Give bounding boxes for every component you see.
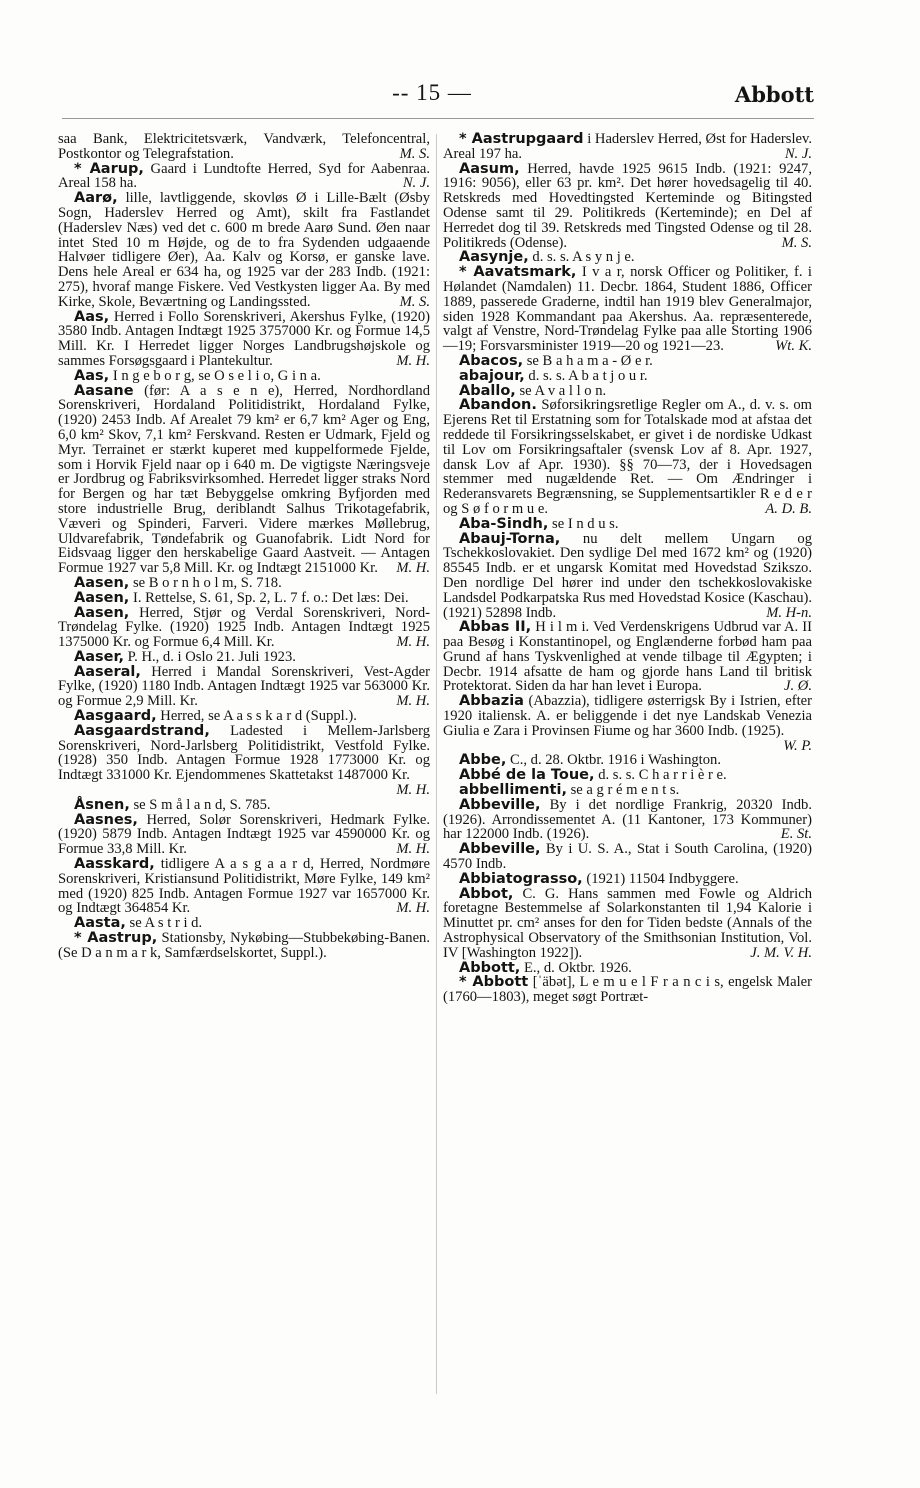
entry-headword: Aasen,	[74, 604, 130, 621]
dictionary-entry	[443, 162, 812, 251]
author-signature: Wt. K.	[775, 338, 812, 355]
entry-text: [ˈäbət], L e m u e l F r a n c i s, engelsk Maler (1760—1803), meget søgt Portræt-	[443, 974, 813, 1006]
left-column	[58, 132, 430, 961]
entry-text: d. s. s. A b a t j o u r.	[528, 367, 648, 384]
author-signature: W. P.	[783, 737, 812, 754]
dictionary-entry	[443, 620, 812, 694]
dictionary-entry	[443, 517, 812, 532]
entry-headword: Aaser,	[74, 648, 124, 665]
entry-text: E., d. Oktbr. 1926.	[523, 959, 632, 976]
author-signature: M. H.	[396, 900, 430, 917]
entry-text: Stationsby, Nykøbing—Stubbekøbing-Banen. (Se D a n m a r k, Samfærdselskortet, Suppl.).	[58, 930, 430, 961]
entry-text: Gaard i Lundtofte Herred, Syd for Aabenraa. Areal 158 ha.	[58, 160, 430, 192]
dictionary-entry	[58, 916, 430, 931]
dictionary-entry	[443, 132, 812, 162]
entry-text: I v a r, norsk Officer og Politiker, f. i Hølandet (Namdalen) 11. Decbr. 1864, Student 1886, Officer 1889, passerede Graderne, indtil han 1919 blev Generalmajor, siden 1928 Kommandant paa Akershus. Aa. repræsenterede, valgt af Venstre, Nord-Trøndelag Fylke paa alle Storting 1906—19; Forsvarsminister 1919—20 og 1921—23.	[443, 264, 812, 355]
entry-text: i Haderslev Herred, Øst for Haderslev. Areal 197 ha.	[443, 131, 812, 162]
entry-headword: Åsnen,	[74, 796, 130, 813]
dictionary-entry	[58, 576, 430, 591]
entry-headword: Aasta,	[74, 915, 126, 932]
entry-text: se A v a l l o n.	[519, 382, 607, 399]
dictionary-entry	[58, 310, 430, 369]
entry-text: By i U. S. A., Stat i South Carolina, (1920) 4570 Indb.	[443, 841, 813, 873]
entry-text: Herred, havde 1925 9615 Indb. (1921: 9247, 1916: 9056), eller 63 pr. km². Det hører hovedsagelig til 40. Retskreds med Hovedtingsted Kerteminde og Bitingsted Odense samt til 29. Politikreds (Kerteminde); en Del af Herredet dog til 39. Retskreds med Tingsted Odense og til 28. Politikreds (Odense).	[443, 160, 812, 251]
entry-headword: * Abbott	[459, 974, 529, 991]
entry-headword: Abandon.	[459, 397, 537, 414]
dictionary-entry	[443, 783, 812, 798]
entry-headword: Abbeville,	[459, 796, 541, 813]
entry-text: Herred, Solør Sorenskriveri, Hedmark Fylke. (1920) 5879 Indb. Antagen Indtægt 1925 var 4590000 Kr. og Formue 33,8 Mill. Kr.	[58, 811, 430, 858]
dictionary-entry	[58, 813, 430, 857]
dictionary-entry	[58, 724, 430, 798]
entry-headword: Aasen,	[74, 589, 130, 606]
entry-headword: Aasnes,	[74, 811, 138, 828]
page-number: -- 15 —	[392, 80, 472, 105]
dictionary-entry	[443, 753, 812, 768]
page-header	[62, 78, 814, 114]
entry-text: Herred, Stjør og Verdal Sorenskriveri, Nord-Trøndelag Fylke. (1920) 1925 Indb. Antagen Indtægt 1925 1375000 Kr. og Formue 6,4 Mill. Kr.	[58, 604, 430, 651]
entry-headword: Abbazia	[459, 693, 524, 710]
entry-text: I. Rettelse, S. 61, Sp. 2, L. 7 f. o.: Det læs: Dei.	[132, 589, 409, 606]
dictionary-entry	[58, 857, 430, 916]
entry-text: se S m å l a n d, S. 785.	[133, 796, 271, 813]
entry-headword: Abbas II,	[459, 619, 532, 636]
dictionary-entry	[58, 591, 430, 606]
entry-text: se A s t r i d.	[129, 915, 203, 932]
entry-text: Herred, se A a s s k a r d (Suppl.).	[160, 708, 357, 725]
dictionary-entry	[58, 709, 430, 724]
entry-headword: Abacos,	[459, 352, 524, 369]
dictionary-entry	[58, 162, 430, 192]
author-signature: M. H.	[396, 693, 430, 710]
author-signature: N. J.	[784, 145, 812, 162]
entry-headword: Aasgaardstrand,	[74, 722, 210, 739]
entry-text: H i l m i. Ved Verdenskrigens Udbrud var A. II paa Besøg i Konstantinopel, og Englænderne forbød ham paa Grund af hans Tyskvenlighed at vende tilbage til Ægypten; i Decbr. 1914 afsatte de ham og gjorde hans Land til britisk Protektorat. Siden da har han levet i Europa.	[443, 619, 812, 695]
entry-text: I n g e b o r g, se O s e l i o, G i n a.	[112, 367, 321, 384]
dictionary-entry	[58, 384, 430, 576]
entry-headword: Abbeville,	[459, 841, 541, 858]
running-head: Abbott	[734, 82, 814, 107]
dictionary-entry	[443, 872, 812, 887]
entry-headword: Aasgaard,	[74, 708, 157, 725]
dictionary-entry	[58, 606, 430, 650]
entry-headword: * Aavatsmark,	[459, 264, 577, 281]
author-signature: M. H.	[396, 560, 430, 577]
entry-text: By i det nordlige Frankrig, 20320 Indb. (1926). Arrondissementet A. (11 Kantoner, 173 Kommuner) har 122000 Indb. (1926).	[443, 796, 813, 843]
entry-text: P. H., d. i Oslo 21. Juli 1923.	[127, 648, 296, 665]
dictionary-entry	[443, 384, 812, 399]
entry-headword: abbellimenti,	[459, 782, 567, 799]
dictionary-entry	[443, 842, 812, 872]
dictionary-entry	[443, 961, 812, 976]
entry-headword: Abbot,	[459, 885, 514, 902]
author-signature: M. H.	[396, 782, 430, 799]
author-signature: M. H.	[396, 634, 430, 651]
dictionary-entry	[58, 665, 430, 709]
author-signature: M. S.	[781, 234, 812, 251]
dictionary-entry	[443, 768, 812, 783]
author-signature: E. St.	[780, 826, 812, 843]
dictionary-entry	[58, 132, 430, 162]
entry-text: C. G. Hans sammen med Fowle og Aldrich foretagne Bestemmelse af Solarkonstanten til 1,94 Kalorie i Minuttet pr. cm² anses for den for Tiden bedste (Annals of the Astrophysical Observatory of the Smithsonian Institution, Vol. IV [Washington 1922]).	[443, 885, 812, 961]
entry-headword: * Aastrup,	[74, 930, 158, 947]
entry-headword: Aas,	[74, 367, 110, 384]
entry-headword: Aaseral,	[74, 663, 141, 680]
entry-headword: Aballo,	[459, 382, 516, 399]
entry-text: (før: A a s e n e), Herred, Nordhordland Sorenskriveri, Hordaland Politidistrikt, Hordaland Fylke, (1920) 2453 Indb. Af Arealet 79 km² er 6,7 km² Ager og Eng, 6,0 km² Skov, 7,1 km² Ferskvand. Resten er Udmark, Fjeld og Myr. Terrainet er stærkt kuperet med kuppelformede Fjelde, som i Horvik Fjeld naar op i 640 m. De vigtigste Næringsveje er Jordbrug og Fabriksvirksomhed. Herredet ligger straks Nord for Bergen og har tæt Bebyggelse omkring Byfjorden med store industrielle Brug, deriblandt Salhus Trikotagefabrik, Væveri og Spinderi, Farveri. Videre mærkes Møllebrug, Uldvarefabrik, Tøndefabrik og Guanofabrik. Lidt Nord for Eidsvaag ligger den herskabelige Gaard Aastveit. — Antagen Formue 1927 var 5,8 Mill. Kr. og Indtægt 2151000 Kr.	[58, 382, 430, 577]
dictionary-entry	[443, 354, 812, 369]
entry-headword: Aas,	[74, 308, 110, 325]
entry-text: d. s. s. A s y n j e.	[532, 249, 635, 266]
entry-text: nu delt mellem Ungarn og Tschekkoslovakiet. Den sydlige Del med 1672 km² og (1920) 85545 Indb. er et ungarsk Komitat med Hovedstad Szikszo. Den nordlige Del hører ind under den tschekkoslovakiske Landsdel Podkarpatska Rus med Hovedstad Kosice (Kaschau). (1921) 52898 Indb.	[443, 530, 812, 621]
dictionary-entry	[443, 975, 812, 1005]
dictionary-entry	[443, 265, 812, 354]
entry-text: Herred i Follo Sorenskriveri, Akershus Fylke, (1920) 3580 Indb. Antagen Indtægt 1925 3757000 Kr. og Formue 14,5 Mill. Kr. I Herredet ligger Norges Landbrugshøjskole og sammes Forsøgsgaard i Plantekultur.	[58, 308, 431, 369]
entry-text: Søforsikringsretlige Regler om A., d. v. s. om Ejerens Ret til Erstatning som for Totalskade mod at afstaa det reddede til Forsikringsselskabet, er givet i de nordiske Udkast til Lov om Forsikringsaftaler (svensk Lov af 8. Apr. 1927, dansk Lov af Apr. 1930). §§ 70—73, der i Hovedsagen stemmer med nugældende Ret. — Om Ændringer i Rederansvarets Begrænsning, se Supplementsartikler R e d e r og S ø f o r m u e.	[443, 397, 812, 517]
dictionary-entry	[443, 798, 812, 842]
entry-headword: Aba-Sindh,	[459, 515, 549, 532]
author-signature: M. H-n.	[766, 604, 812, 621]
dictionary-entry	[443, 398, 812, 516]
entry-headword: Aasane	[74, 382, 134, 399]
entry-headword: abajour,	[459, 367, 525, 384]
entry-headword: Aasum,	[459, 160, 520, 177]
author-signature: M. S.	[399, 293, 430, 310]
entry-headword: Aasynje,	[459, 249, 529, 266]
entry-headword: Abbott,	[459, 959, 521, 976]
entry-headword: Abbiatograsso,	[459, 870, 583, 887]
entry-headword: Abauj-Torna,	[459, 530, 561, 547]
entry-text: C., d. 28. Oktbr. 1916 i Washington.	[509, 752, 721, 769]
dictionary-entry	[58, 369, 430, 384]
entry-text: se B a h a m a - Ø e r.	[526, 352, 653, 369]
author-signature: A. D. B.	[765, 500, 812, 517]
dictionary-entry	[58, 650, 430, 665]
author-signature: M. S.	[399, 145, 430, 162]
entry-headword: Aarø,	[74, 190, 118, 207]
dictionary-entry	[58, 798, 430, 813]
right-column	[443, 132, 812, 1005]
entry-headword: * Aastrupgaard	[459, 131, 584, 147]
author-signature: J. M. V. H.	[750, 944, 812, 961]
header-rule	[62, 118, 814, 119]
dictionary-entry	[443, 694, 812, 753]
entry-text: (1921) 11504 Indbyggere.	[586, 870, 739, 887]
entry-headword: Aasskard,	[74, 856, 155, 873]
entry-text: (Abazzia), tidligere østerrigsk By i Istrien, efter 1920 italiensk. A. er beliggende i det nye Landskab Venezia Giulia e Zara i Provinsen Fiume og har 3600 Indb. (1925).	[443, 693, 812, 739]
entry-text: d. s. s. C h a r r i è r e.	[598, 767, 727, 784]
entry-text: lille, lavtliggende, skovløs Ø i Lille-Bælt (Øsby Sogn, Haderslev Herred og Amt), skilt fra Fastlandet (Haderslev Næs) ved det c. 600 m brede Aarø Sund. Øen naar intet Sted 10 m Højde, og de to fra Sydenden udgaaende Halvøer tidligere Øer), Aa. Kalv og Korsø, er ganske lave. Dens hele Areal er 634 ha, og 1925 var der 283 Indb. (1921: 275), hvoraf mange Fiskere. Ved Vestkysten ligger Aa. By med Kirke, Skole, Beværtning og Landingssted.	[58, 190, 430, 310]
entry-text: saa Bank, Elektricitetsværk, Vandværk, Telefoncentral, Postkontor og Telegrafstation.	[58, 131, 430, 162]
entry-text: tidligere A a s g a a r d, Herred, Nordmøre Sorenskriveri, Kristiansund Politidistrikt, Møre Fylke, 149 km² med (1920) 825 Indb. Antagen Formue 1927 var 1657000 Kr. og Indtægt 364854 Kr.	[58, 856, 431, 917]
column-divider	[436, 134, 437, 1394]
entry-text: se a g r é m e n t s.	[570, 782, 680, 799]
dictionary-entry	[58, 931, 430, 961]
author-signature: J. Ø.	[784, 678, 812, 695]
entry-text: Ladested i Mellem-Jarlsberg Sorenskriveri, Nord-Jarlsberg Politidistrikt, Vestfold Fylke. (1928) 350 Indb. Antagen Formue 1928 1773000 Kr. og Indtægt 331000 Kr. Ejendommenes Skattetakst 1487000 Kr.	[58, 722, 430, 784]
dictionary-entry	[443, 250, 812, 265]
entry-headword: Abbe,	[459, 752, 507, 769]
author-signature: M. H.	[396, 841, 430, 858]
entry-headword: Abbé de la Toue,	[459, 767, 595, 784]
entry-text: se I n d u s.	[552, 515, 619, 532]
entry-headword: * Aarup,	[74, 160, 144, 177]
dictionary-entry	[443, 532, 812, 621]
entry-text: Herred i Mandal Sorenskriveri, Vest-Agder Fylke, (1920) 1180 Indb. Antagen Indtægt 1925 var 563000 Kr. og Formue 2,9 Mill. Kr.	[58, 663, 430, 710]
entry-text: se B o r n h o l m, S. 718.	[132, 574, 282, 591]
author-signature: M. H.	[396, 352, 430, 369]
dictionary-entry	[443, 887, 812, 961]
dictionary-entry	[58, 191, 430, 309]
dictionary-entry	[443, 369, 812, 384]
entry-headword: Aasen,	[74, 574, 130, 591]
author-signature: N. J.	[402, 175, 430, 192]
